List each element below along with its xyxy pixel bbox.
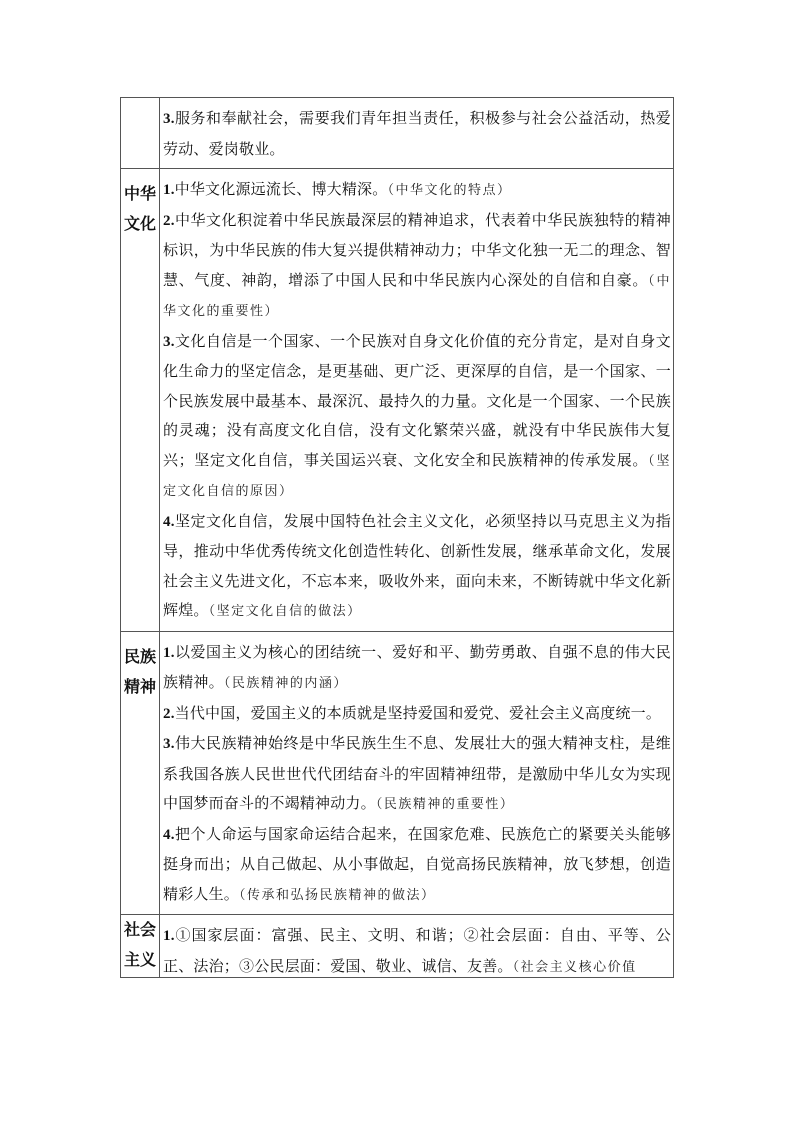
list-item <box>163 507 671 627</box>
item-note: （社会主义核心价值 <box>512 959 637 975</box>
item-number: 1. <box>163 182 175 198</box>
item-text: 文化自信是一个国家、一个民族对自身文化价值的充分肯定，是对自身文化生命力的坚定信念，是更基础、更广泛、更深厚的自信，是一个国家、一个民族发展中最基本、最深沉、最持久的力量。文化是一个国家、一个民族的灵魂；没有高度文化自信，没有文化繁荣兴盛，就没有中华民族伟大复兴；坚定文化自信，事关国运兴衰、文化安全和民族精神的传承发展。 <box>163 331 671 469</box>
list-item <box>163 638 671 699</box>
item-number: 1. <box>163 928 175 944</box>
list-item <box>163 820 671 911</box>
item-number: 4. <box>163 513 175 530</box>
item-text: 坚定文化自信，发展中国特色社会主义文化，必须坚持以马克思主义为指导，推动中华优秀传统文化创造性转化、创新性发展，继承革命文化，发展社会主义先进文化，不忘本来，吸收外来，面向未来，不断铸就中华文化新辉煌。 <box>163 511 671 619</box>
item-note: （坚定文化自信的做法） <box>208 604 362 619</box>
row-national-spirit <box>121 631 673 915</box>
list-item <box>163 699 671 730</box>
section-label: 民族精神 <box>121 632 160 915</box>
list-item <box>163 921 671 977</box>
section-content <box>160 169 673 631</box>
row-service-society <box>121 97 673 168</box>
item-text: 中华文化源远流长、博大精深。 <box>174 180 388 198</box>
item-number: 4. <box>163 826 175 843</box>
item-note: （坚定文化自信的原因） <box>163 453 671 499</box>
item-note: （传承和弘扬民族精神的做法） <box>239 887 436 903</box>
item-number: 3. <box>163 736 175 752</box>
item-number: 2. <box>163 705 175 722</box>
list-item <box>163 206 671 327</box>
list-item <box>163 104 671 164</box>
section-content <box>160 632 673 915</box>
section-content <box>160 915 673 977</box>
item-text: ①国家层面：富强、民主、文明、和谐；②社会层面：自由、平等、公正、法治；③公民层面：爱国、敬业、诚信、友善。 <box>163 926 671 975</box>
list-item <box>163 729 671 820</box>
item-note: （中华文化的特点） <box>387 183 512 198</box>
item-text: 把个人命运与国家命运结合起来，在国家危难、民族危亡的紧要关头能够挺身而出；从自己做起、从小事做起，自觉高扬民族精神，放飞梦想，创造精彩人生。 <box>163 824 671 903</box>
row-chinese-culture <box>121 168 673 631</box>
section-label <box>121 98 160 168</box>
item-note: （民族精神的内涵） <box>223 676 348 691</box>
section-label: 社会主义 <box>121 915 160 977</box>
item-number: 1. <box>163 644 175 661</box>
section-label: 中华文化 <box>121 169 160 631</box>
list-item <box>163 175 671 206</box>
item-note: （中华文化的重要性） <box>163 273 671 319</box>
knowledge-table <box>120 97 674 978</box>
list-item <box>163 327 671 507</box>
section-content <box>160 98 673 168</box>
item-number: 3. <box>163 333 175 350</box>
item-text: 伟大民族精神始终是中华民族生生不息、发展壮大的强大精神支柱，是维系我国各族人民世世代代团结奋斗的牢固精神纽带，是激励中华儿女为实现中国梦而奋斗的不竭精神动力。 <box>163 734 671 812</box>
item-text: 中华文化积淀着中华民族最深层的精神追求，代表着中华民族独特的精神标识，为中华民族的伟大复兴提供精神动力；中华文化独一无二的理念、智慧、气度、神韵，增添了中国人民和中华民族内心深处的自信和自豪。 <box>163 210 671 289</box>
item-text: 服务和奉献社会，需要我们青年担当责任，积极参与社会公益活动，热爱劳动、爱岗敬业。 <box>163 109 671 158</box>
item-text: 当代中国，爱国主义的本质就是坚持爱国和爱党、爱社会主义高度统一。 <box>174 703 662 722</box>
item-text: 以爱国主义为核心的团结统一、爱好和平、勤劳勇敢、自强不息的伟大民族精神。 <box>163 642 671 691</box>
item-number: 3. <box>163 111 175 127</box>
item-note: （民族精神的重要性） <box>375 797 515 812</box>
item-number: 2. <box>163 212 175 229</box>
row-socialism <box>121 914 673 978</box>
